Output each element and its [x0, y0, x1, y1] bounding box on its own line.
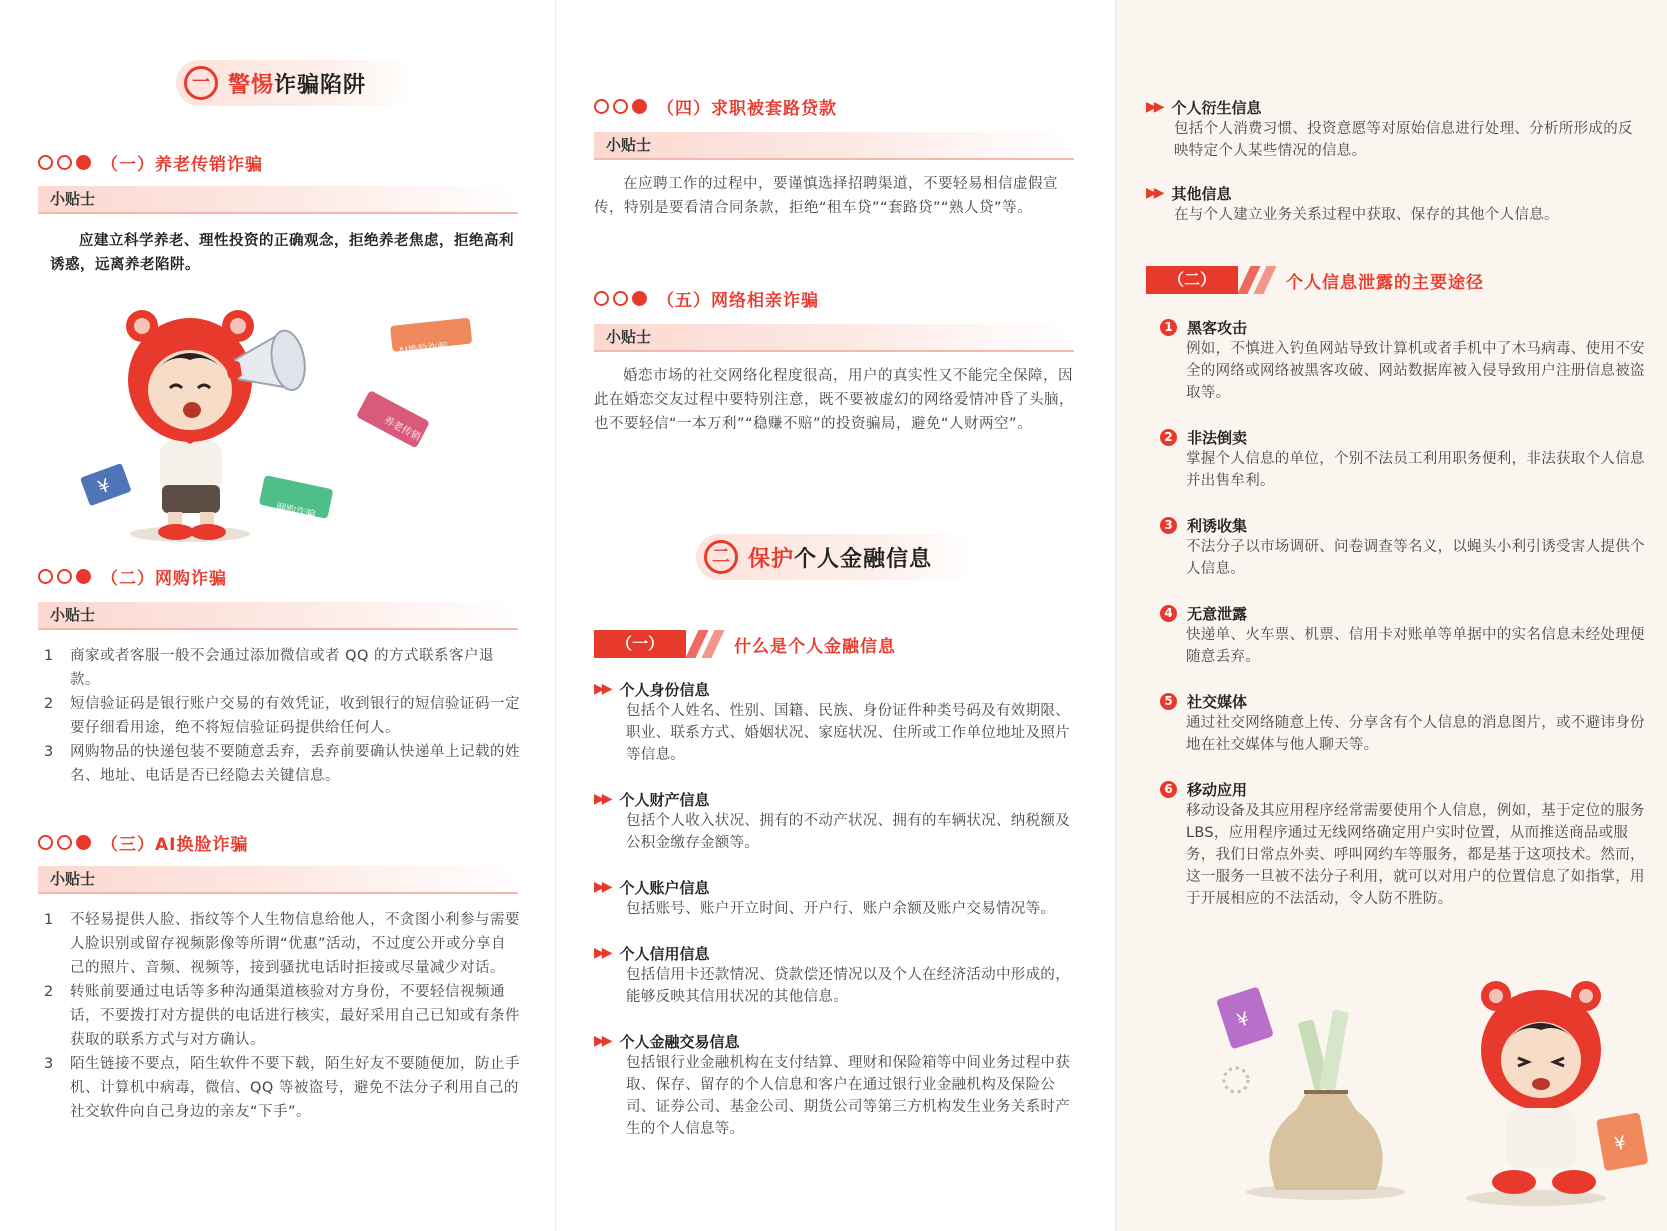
- tip-bar: 小贴士: [38, 602, 518, 630]
- circle-icon: [57, 155, 72, 170]
- number-badge-icon: 1: [1160, 319, 1177, 336]
- list-item: 1 不轻易提供人脸、指纹等个人生物信息给他人，不贪图小利参与需要人脸识别或留存视频影像等所谓“优惠”活动，不过度公开或分享自己的照片、音频、视频等，接到骚扰电话时拒接或尽量减少对话。: [44, 912, 520, 976]
- info-item: ▶▶ 个人金融交易信息 包括银行业金融机构在支付结算、理财和保险箱等中间业务过程中获取、保存、留存的个人信息和客户在通过银行业金融机构及保险公司、证券公司、基金公司、期货公司等第三方机构发生业务关系时产生的个人信息等。: [594, 1032, 1070, 1137]
- panel-left: [0, 0, 555, 1231]
- list-item: 3 网购物品的快递包装不要随意丢弃，丢弃前要确认快递单上记载的姓名、地址、电话是否已经隐去关键信息。: [44, 744, 520, 784]
- number-badge-icon: 5: [1160, 693, 1177, 710]
- circle-filled-icon: [76, 155, 91, 170]
- bill-label-pension: 养老传销: [381, 415, 423, 444]
- list-item: 6 移动应用 移动设备及其应用程序经常需要使用个人信息，例如，基于定位的服务LBS，应用程序通过无线网络确定用户实时位置，从而推送商品或服务，我们日常点外卖、呼叫网约车等服务，都是基于这项技术。然而，这一服务一旦被不法分子利用，就可以对用户的位置信息了如指掌，用于开展相应的不法活动，令人防不胜防。: [1160, 778, 1646, 910]
- info-item: ▶▶ 个人财产信息 包括个人收入状况、拥有的不动产状况、拥有的车辆状况、纳税额及公积金缴存金额等。: [594, 790, 1070, 851]
- sub-heading-dating-fraud: （五）网络相亲诈骗: [594, 286, 819, 310]
- arrow-bullet-icon: ▶▶: [594, 791, 610, 807]
- dating-tip-text: 婚恋市场的社交网络化程度很高，用户的真实性又不能完全保障，因此在婚恋交友过程中要特别注意，既不要被虚幻的网络爱情冲昏了头脑，也不要轻信“一本万利”“稳赚不赔”的投资骗局，避免“人财两空”。: [594, 368, 1074, 432]
- list-item: 4 无意泄露 快递单、火车票、机票、信用卡对账单等单据中的实名信息未经处理便随意丢弃。: [1160, 602, 1646, 668]
- bill-label-ai: AI换脸诈骗: [397, 341, 449, 358]
- tip-bar: 小贴士: [38, 186, 518, 214]
- circle-icon: [38, 569, 53, 584]
- list-item: 3 利诱收集 不法分子以市场调研、问卷调查等名义，以蝇头小利引诱受害人提供个人信息。: [1160, 514, 1646, 580]
- circle-icon: [594, 99, 609, 114]
- info-item: ▶▶ 个人信用信息 包括信用卡还款情况、贷款偿还情况以及个人在经济活动中形成的，能够反映其信用状况的其他信息。: [594, 944, 1070, 1005]
- circle-icon: [57, 569, 72, 584]
- circle-icon: [38, 155, 53, 170]
- tag-heading-what-is: （一） 什么是个人金融信息: [594, 630, 896, 658]
- info-item: ▶▶ 个人衍生信息 包括个人消费习惯、投资意愿等对原始信息进行处理、分析所形成的反映特定个人某些情况的信息。: [1146, 98, 1633, 159]
- number-badge-icon: 3: [1160, 517, 1177, 534]
- shopping-tips-list: [44, 644, 520, 788]
- svg-text:¥: ¥: [1234, 1008, 1252, 1032]
- panel-right: [1115, 0, 1667, 1231]
- circle-icon: [57, 835, 72, 850]
- leak-ways-list: [1160, 316, 1646, 910]
- circle-icon: [594, 291, 609, 306]
- svg-text:¥: ¥: [1612, 1132, 1628, 1155]
- list-item: 2 短信验证码是银行账户交易的有效凭证，收到银行的短信验证码一定要仔细看用途，绝不将短信验证码提供给任何人。: [44, 696, 520, 736]
- circle-icon: [613, 99, 628, 114]
- number-badge-icon: 2: [1160, 429, 1177, 446]
- arrow-bullet-icon: ▶▶: [594, 945, 610, 961]
- circle-filled-icon: [76, 569, 91, 584]
- top-info-items: [1146, 96, 1642, 226]
- ai-tips-list: [44, 908, 520, 1124]
- arrow-bullet-icon: ▶▶: [1146, 185, 1162, 201]
- arrow-bullet-icon: ▶▶: [594, 879, 610, 895]
- list-item: 2 转账前要通过电话等多种沟通渠道核验对方身份，不要轻信视频通话，不要拨打对方提供的电话进行核实，最好采用自己已知或有条件获取的联系方式与对方确认。: [44, 984, 520, 1048]
- info-item: ▶▶ 个人身份信息 包括个人姓名、性别、国籍、民族、身份证件种类号码及有效期限、职业、联系方式、婚姻状况、家庭状况、住所或工作单位地址及照片等信息。: [594, 680, 1070, 763]
- sub-heading-pension-fraud: （一）养老传销诈骗: [38, 150, 263, 174]
- info-item: ▶▶ 个人账户信息 包括账号、账户开立时间、开户行、账户余额及账户交易情况等。: [594, 878, 1056, 917]
- info-item: ▶▶ 其他信息 在与个人建立业务关系过程中获取、保存的其他个人信息。: [1146, 184, 1559, 223]
- section-two-number: 二: [704, 540, 738, 574]
- pension-tip-text: 应建立科学养老、理性投资的正确观念，拒绝养老焦虑，拒绝高利诱惑，远离养老陷阱。: [50, 233, 514, 273]
- circle-filled-icon: [632, 291, 647, 306]
- svg-text:¥: ¥: [95, 474, 114, 499]
- section-one-heading: [176, 60, 416, 106]
- circle-filled-icon: [632, 99, 647, 114]
- list-item: 5 社交媒体 通过社交网络随意上传、分享含有个人信息的消息图片，或不避讳身份地在社交媒体与他人聊天等。: [1160, 690, 1646, 756]
- list-item: 1 黑客攻击 例如，不慎进入钓鱼网站导致计算机或者手机中了木马病毒、使用不安全的网络或网络被黑客攻破、网站数据库被入侵导致用户注册信息被盗取等。: [1160, 316, 1646, 404]
- tip-bar: 小贴士: [594, 132, 1074, 160]
- panel-middle: [555, 0, 1115, 1231]
- list-item: 3 陌生链接不要点，陌生软件不要下载，陌生好友不要随便加，防止手机、计算机中病毒，微信、QQ 等被盗号，避免不法分子利用自己的社交软件向自己身边的亲友“下手”。: [44, 1056, 520, 1120]
- section-one-title: 警惕诈骗陷阱: [228, 72, 367, 98]
- arrow-bullet-icon: ▶▶: [594, 1033, 610, 1049]
- circle-icon: [38, 835, 53, 850]
- tip-bar: 小贴士: [594, 324, 1074, 352]
- tip-bar: 小贴士: [38, 866, 518, 894]
- section-two-heading: [696, 534, 976, 580]
- circle-icon: [613, 291, 628, 306]
- sub-heading-job-loan: （四）求职被套路贷款: [594, 94, 837, 118]
- number-badge-icon: 4: [1160, 605, 1177, 622]
- job-tip-text: 在应聘工作的过程中，要谨慎选择招聘渠道，不要轻易相信虚假宣传，特别是要看清合同条款，拒绝“租车贷”“套路贷”“熟人贷”等。: [594, 176, 1058, 216]
- arrow-bullet-icon: ▶▶: [1146, 99, 1162, 115]
- sad-cartoon-icon: [1196, 960, 1656, 1210]
- section-two-title: 保护个人金融信息: [748, 546, 933, 572]
- sub-heading-shopping-fraud: （二）网购诈骗: [38, 564, 227, 588]
- section-one-number: 一: [184, 66, 218, 100]
- sub-heading-ai-fraud: （三）AI换脸诈骗: [38, 830, 248, 854]
- bill-label-shopping: 网购诈骗: [274, 501, 317, 521]
- number-badge-icon: 6: [1160, 781, 1177, 798]
- list-item: 1 商家或者客服一般不会通过添加微信或者 QQ 的方式联系客户退款。: [44, 648, 495, 688]
- list-item: 2 非法倒卖 掌握个人信息的单位，个别不法员工利用职务便利，非法获取个人信息并出售牟利。: [1160, 426, 1646, 492]
- info-items: [594, 678, 1076, 1140]
- arrow-bullet-icon: ▶▶: [594, 681, 610, 697]
- circle-filled-icon: [76, 835, 91, 850]
- tag-heading-leak-ways: （二） 个人信息泄露的主要途径: [1146, 266, 1484, 294]
